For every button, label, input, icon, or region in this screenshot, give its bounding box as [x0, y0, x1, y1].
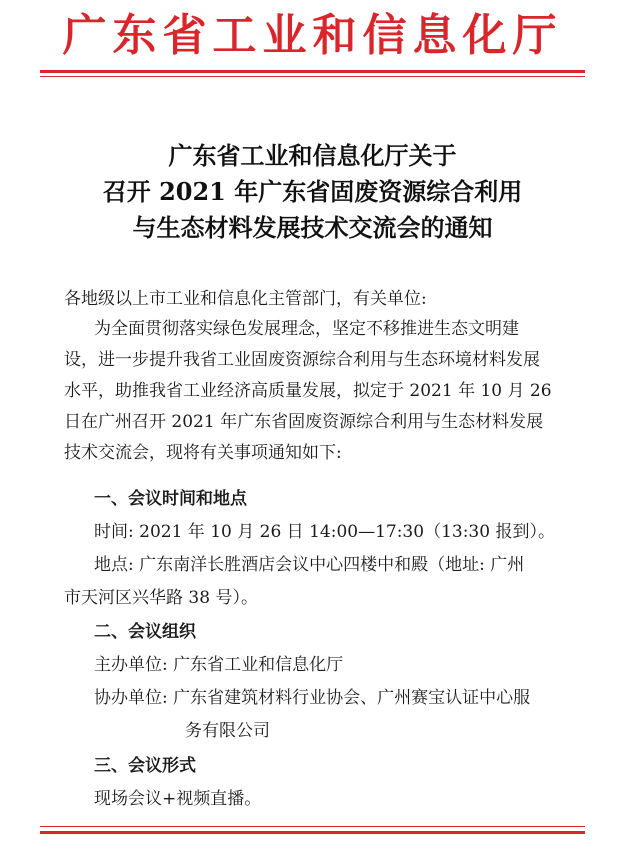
meeting-place-line-1: 地点: 广东南洋长胜酒店会议中心四楼中和殿（地址: 广州	[94, 555, 525, 575]
title-line-2: 召开 2021 年广东省固废资源综合利用	[102, 177, 523, 206]
title-line-3: 与生态材料发展技术交流会的通知	[132, 213, 493, 242]
section-2-heading: 二、会议组织	[94, 622, 196, 642]
section-3-heading: 三、会议形式	[94, 756, 196, 776]
salutation: 各地级以上市工业和信息化主管部门，有关单位:	[64, 289, 427, 309]
masthead-title: 广东省工业和信息化厅	[62, 10, 563, 61]
footer-rule-thin	[40, 826, 585, 827]
footer-rule-thick	[40, 831, 585, 834]
meeting-format: 现场会议+视频直播。	[94, 789, 262, 809]
title-line-1: 广东省工业和信息化厅关于	[168, 141, 457, 170]
section-1-heading: 一、会议时间和地点	[94, 489, 247, 509]
intro-line-2: 设，进一步提升我省工业固废资源综合利用与生态环境材料发展	[64, 350, 540, 370]
intro-line-1: 为全面贯彻落实绿色发展理念，坚定不移推进生态文明建	[94, 319, 519, 339]
masthead-rule-thick	[40, 70, 585, 73]
masthead-rule-thin	[40, 76, 585, 77]
meeting-time: 时间: 2021 年 10 月 26 日 14:00—17:30（13:30 报到）。	[94, 522, 555, 542]
document-title	[0, 138, 625, 246]
intro-line-5: 技术交流会，现将有关事项通知如下:	[64, 443, 342, 463]
co-host-line-2: 务有限公司	[185, 721, 270, 741]
intro-line-3: 水平，助推我省工业经济高质量发展，拟定于 2021 年 10 月 26	[64, 381, 552, 401]
host-unit: 主办单位: 广东省工业和信息化厅	[94, 655, 344, 675]
co-host-line-1: 协办单位: 广东省建筑材料行业协会、广州赛宝认证中心服	[94, 688, 531, 708]
intro-line-4: 日在广州召开 2021 年广东省固废资源综合利用与生态材料发展	[64, 412, 544, 432]
meeting-place-line-2: 市天河区兴华路 38 号）。	[64, 588, 258, 608]
